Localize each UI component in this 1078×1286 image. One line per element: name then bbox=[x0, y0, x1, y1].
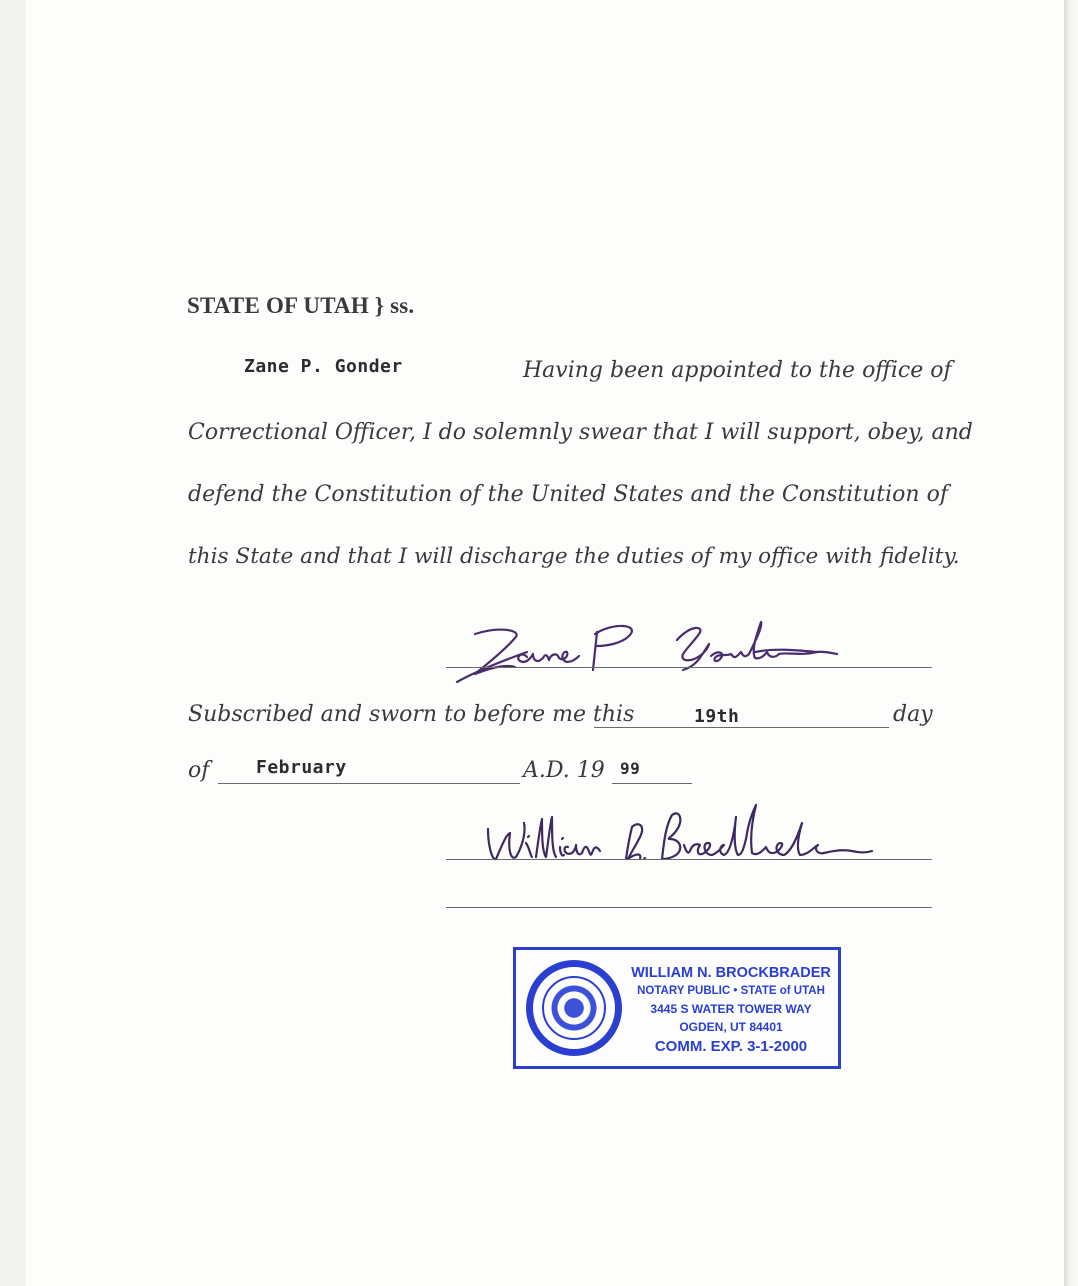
jurat-prefix: Subscribed and sworn to before me this bbox=[188, 702, 635, 727]
notary-signature-line bbox=[446, 859, 932, 860]
jurat-of-label: of bbox=[188, 758, 210, 783]
notary-stamp-text bbox=[628, 964, 834, 1056]
stamp-city: OGDEN, UT 84401 bbox=[679, 1020, 783, 1034]
stamp-notary-title: NOTARY PUBLIC • STATE of UTAH bbox=[637, 985, 825, 997]
notary-stamp bbox=[513, 947, 841, 1069]
notary-title-line bbox=[446, 907, 932, 908]
oath-line-2: Correctional Officer, I do solemnly swear that I will support, obey, and bbox=[188, 420, 973, 445]
year-blank-line bbox=[612, 783, 692, 784]
jurat-ad-label: A.D. 19 bbox=[523, 758, 605, 783]
oath-line-3: defend the Constitution of the United States and the Constitution of bbox=[188, 482, 948, 507]
oath-line-1: Having been appointed to the office of bbox=[523, 358, 952, 383]
jurat-day-label: day bbox=[893, 702, 933, 727]
notary-seal-emblem bbox=[526, 960, 622, 1056]
day-blank-line bbox=[594, 727, 889, 728]
affiant-signature bbox=[445, 612, 845, 687]
jurat-month: February bbox=[256, 757, 347, 778]
beehive-seal-icon bbox=[542, 976, 606, 1040]
jurat-year: 99 bbox=[620, 759, 641, 778]
jurat-day: 19th bbox=[694, 706, 740, 727]
month-blank-line bbox=[218, 783, 520, 784]
affiant-signature-line bbox=[446, 667, 932, 668]
page-edge bbox=[1064, 0, 1078, 1286]
affiant-name: Zane P. Gonder bbox=[244, 356, 403, 377]
stamp-commission: COMM. EXP. 3-1-2000 bbox=[654, 1038, 808, 1055]
oath-line-4: this State and that I will discharge the duties of my office with fidelity. bbox=[188, 544, 960, 569]
venue-heading: STATE OF UTAH } ss. bbox=[187, 293, 415, 318]
stamp-notary-name: WILLIAM N. BROCKBRADER bbox=[631, 965, 831, 981]
stamp-address: 3445 S WATER TOWER WAY bbox=[650, 1002, 812, 1016]
